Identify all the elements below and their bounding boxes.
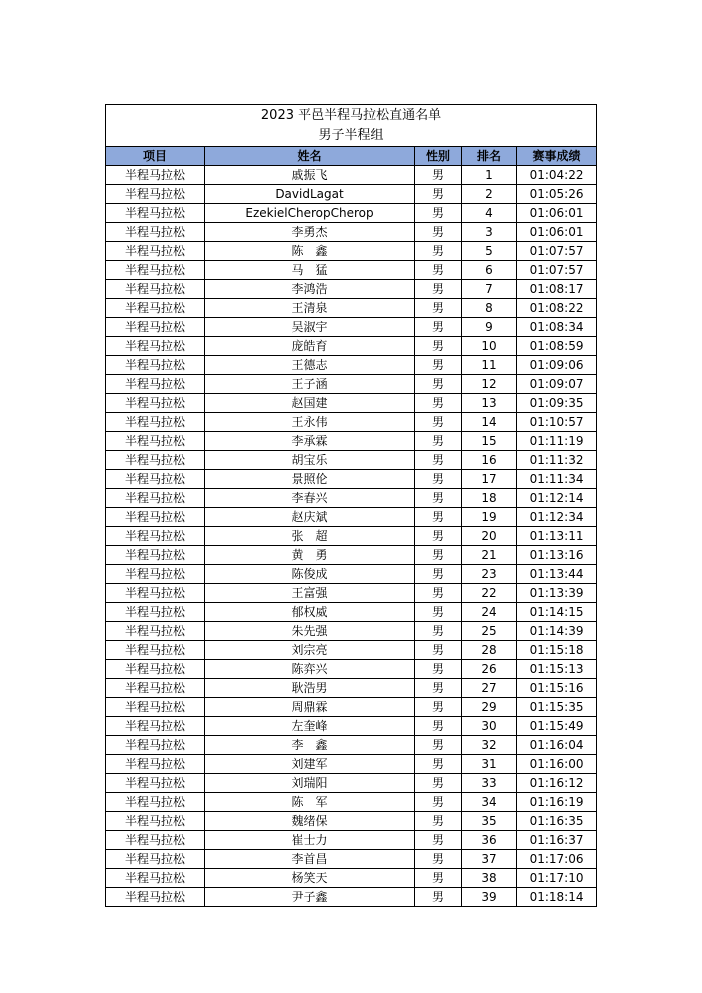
gender-cell: 男 — [415, 565, 462, 584]
rank-cell: 26 — [462, 660, 517, 679]
name-cell: 李承霖 — [205, 432, 415, 451]
table-row — [106, 318, 597, 337]
result-cell: 01:13:16 — [517, 546, 597, 565]
table-row — [106, 375, 597, 394]
name-cell: 陈弈兴 — [205, 660, 415, 679]
event-cell: 半程马拉松 — [106, 679, 205, 698]
name-cell: 尹子鑫 — [205, 888, 415, 907]
table-row — [106, 204, 597, 223]
result-cell: 01:13:44 — [517, 565, 597, 584]
rank-cell: 15 — [462, 432, 517, 451]
rank-cell: 17 — [462, 470, 517, 489]
event-cell: 半程马拉松 — [106, 565, 205, 584]
event-cell: 半程马拉松 — [106, 489, 205, 508]
gender-cell: 男 — [415, 774, 462, 793]
rank-cell: 18 — [462, 489, 517, 508]
name-cell: 刘建军 — [205, 755, 415, 774]
rank-cell: 19 — [462, 508, 517, 527]
gender-cell: 男 — [415, 242, 462, 261]
table-row — [106, 223, 597, 242]
name-cell: 魏绪保 — [205, 812, 415, 831]
gender-cell: 男 — [415, 679, 462, 698]
gender-cell: 男 — [415, 622, 462, 641]
name-cell: 杨笑天 — [205, 869, 415, 888]
rank-cell: 32 — [462, 736, 517, 755]
result-cell: 01:13:11 — [517, 527, 597, 546]
gender-cell: 男 — [415, 850, 462, 869]
rank-cell: 24 — [462, 603, 517, 622]
gender-cell: 男 — [415, 470, 462, 489]
result-cell: 01:11:32 — [517, 451, 597, 470]
name-cell: 庞皓育 — [205, 337, 415, 356]
gender-cell: 男 — [415, 280, 462, 299]
table-row — [106, 565, 597, 584]
event-cell: 半程马拉松 — [106, 299, 205, 318]
result-cell: 01:04:22 — [517, 166, 597, 185]
document-title: 2023 平邑半程马拉松直通名单 — [106, 105, 597, 126]
rank-cell: 12 — [462, 375, 517, 394]
result-cell: 01:18:14 — [517, 888, 597, 907]
table-row — [106, 470, 597, 489]
result-cell: 01:12:34 — [517, 508, 597, 527]
table-row — [106, 413, 597, 432]
rank-cell: 30 — [462, 717, 517, 736]
rank-cell: 36 — [462, 831, 517, 850]
event-cell: 半程马拉松 — [106, 204, 205, 223]
rank-cell: 9 — [462, 318, 517, 337]
event-cell: 半程马拉松 — [106, 337, 205, 356]
result-cell: 01:06:01 — [517, 204, 597, 223]
rank-cell: 13 — [462, 394, 517, 413]
name-cell: 刘宗亮 — [205, 641, 415, 660]
name-cell: 陈 军 — [205, 793, 415, 812]
gender-cell: 男 — [415, 546, 462, 565]
column-header-name: 姓名 — [205, 147, 415, 166]
name-cell: 胡宝乐 — [205, 451, 415, 470]
result-cell: 01:15:13 — [517, 660, 597, 679]
result-cell: 01:17:10 — [517, 869, 597, 888]
rank-cell: 27 — [462, 679, 517, 698]
gender-cell: 男 — [415, 318, 462, 337]
gender-cell: 男 — [415, 603, 462, 622]
event-cell: 半程马拉松 — [106, 641, 205, 660]
name-cell: 吴淑宇 — [205, 318, 415, 337]
name-cell: 王子涵 — [205, 375, 415, 394]
rank-cell: 6 — [462, 261, 517, 280]
result-cell: 01:14:15 — [517, 603, 597, 622]
gender-cell: 男 — [415, 698, 462, 717]
event-cell: 半程马拉松 — [106, 375, 205, 394]
rank-cell: 23 — [462, 565, 517, 584]
gender-cell: 男 — [415, 736, 462, 755]
rank-cell: 5 — [462, 242, 517, 261]
results-table-body — [106, 105, 597, 907]
rank-cell: 1 — [462, 166, 517, 185]
gender-cell: 男 — [415, 527, 462, 546]
rank-cell: 11 — [462, 356, 517, 375]
gender-cell: 男 — [415, 166, 462, 185]
result-cell: 01:12:14 — [517, 489, 597, 508]
rank-cell: 7 — [462, 280, 517, 299]
table-row — [106, 299, 597, 318]
gender-cell: 男 — [415, 299, 462, 318]
event-cell: 半程马拉松 — [106, 356, 205, 375]
rank-cell: 33 — [462, 774, 517, 793]
table-row — [106, 755, 597, 774]
result-cell: 01:07:57 — [517, 261, 597, 280]
event-cell: 半程马拉松 — [106, 603, 205, 622]
rank-cell: 21 — [462, 546, 517, 565]
rank-cell: 4 — [462, 204, 517, 223]
event-cell: 半程马拉松 — [106, 261, 205, 280]
gender-cell: 男 — [415, 660, 462, 679]
name-cell: 王清泉 — [205, 299, 415, 318]
rank-cell: 3 — [462, 223, 517, 242]
table-row — [106, 451, 597, 470]
result-cell: 01:13:39 — [517, 584, 597, 603]
rank-cell: 14 — [462, 413, 517, 432]
result-cell: 01:16:37 — [517, 831, 597, 850]
result-cell: 01:16:19 — [517, 793, 597, 812]
column-header-event: 项目 — [106, 147, 205, 166]
event-cell: 半程马拉松 — [106, 774, 205, 793]
table-row — [106, 622, 597, 641]
table-row — [106, 432, 597, 451]
table-row — [106, 774, 597, 793]
name-cell: DavidLagat — [205, 185, 415, 204]
result-cell: 01:15:16 — [517, 679, 597, 698]
event-cell: 半程马拉松 — [106, 508, 205, 527]
name-cell: 张 超 — [205, 527, 415, 546]
rank-cell: 29 — [462, 698, 517, 717]
gender-cell: 男 — [415, 793, 462, 812]
event-cell: 半程马拉松 — [106, 717, 205, 736]
gender-cell: 男 — [415, 394, 462, 413]
event-cell: 半程马拉松 — [106, 850, 205, 869]
rank-cell: 25 — [462, 622, 517, 641]
gender-cell: 男 — [415, 489, 462, 508]
name-cell: 王德志 — [205, 356, 415, 375]
event-cell: 半程马拉松 — [106, 622, 205, 641]
rank-cell: 2 — [462, 185, 517, 204]
result-cell: 01:15:18 — [517, 641, 597, 660]
event-cell: 半程马拉松 — [106, 831, 205, 850]
rank-cell: 38 — [462, 869, 517, 888]
result-cell: 01:09:07 — [517, 375, 597, 394]
table-row — [106, 584, 597, 603]
name-cell: 郁权威 — [205, 603, 415, 622]
name-cell: EzekielCheropCherop — [205, 204, 415, 223]
subtitle-row — [106, 125, 597, 147]
event-cell: 半程马拉松 — [106, 451, 205, 470]
gender-cell: 男 — [415, 185, 462, 204]
rank-cell: 35 — [462, 812, 517, 831]
gender-cell: 男 — [415, 223, 462, 242]
result-cell: 01:07:57 — [517, 242, 597, 261]
table-row — [106, 356, 597, 375]
gender-cell: 男 — [415, 261, 462, 280]
event-cell: 半程马拉松 — [106, 527, 205, 546]
table-row — [106, 527, 597, 546]
rank-cell: 37 — [462, 850, 517, 869]
rank-cell: 39 — [462, 888, 517, 907]
result-cell: 01:11:34 — [517, 470, 597, 489]
result-cell: 01:09:06 — [517, 356, 597, 375]
gender-cell: 男 — [415, 413, 462, 432]
name-cell: 王永伟 — [205, 413, 415, 432]
event-cell: 半程马拉松 — [106, 888, 205, 907]
name-cell: 戚振飞 — [205, 166, 415, 185]
result-cell: 01:06:01 — [517, 223, 597, 242]
name-cell: 马 猛 — [205, 261, 415, 280]
table-row — [106, 736, 597, 755]
gender-cell: 男 — [415, 356, 462, 375]
name-cell: 陈俊成 — [205, 565, 415, 584]
name-cell: 左奎峰 — [205, 717, 415, 736]
event-cell: 半程马拉松 — [106, 166, 205, 185]
name-cell: 李鸿浩 — [205, 280, 415, 299]
event-cell: 半程马拉松 — [106, 318, 205, 337]
event-cell: 半程马拉松 — [106, 546, 205, 565]
header-row — [106, 147, 597, 166]
rank-cell: 8 — [462, 299, 517, 318]
rank-cell: 20 — [462, 527, 517, 546]
gender-cell: 男 — [415, 584, 462, 603]
result-cell: 01:16:00 — [517, 755, 597, 774]
event-cell: 半程马拉松 — [106, 280, 205, 299]
gender-cell: 男 — [415, 375, 462, 394]
table-row — [106, 546, 597, 565]
gender-cell: 男 — [415, 451, 462, 470]
event-cell: 半程马拉松 — [106, 736, 205, 755]
column-header-gender: 性别 — [415, 147, 462, 166]
table-row — [106, 280, 597, 299]
name-cell: 崔士力 — [205, 831, 415, 850]
result-cell: 01:05:26 — [517, 185, 597, 204]
table-row — [106, 166, 597, 185]
title-row — [106, 105, 597, 126]
event-cell: 半程马拉松 — [106, 432, 205, 451]
result-cell: 01:15:49 — [517, 717, 597, 736]
event-cell: 半程马拉松 — [106, 413, 205, 432]
rank-cell: 16 — [462, 451, 517, 470]
rank-cell: 22 — [462, 584, 517, 603]
event-cell: 半程马拉松 — [106, 185, 205, 204]
name-cell: 黄 勇 — [205, 546, 415, 565]
rank-cell: 31 — [462, 755, 517, 774]
table-row — [106, 489, 597, 508]
result-cell: 01:14:39 — [517, 622, 597, 641]
table-row — [106, 242, 597, 261]
column-header-rank: 排名 — [462, 147, 517, 166]
name-cell: 李勇杰 — [205, 223, 415, 242]
name-cell: 李 鑫 — [205, 736, 415, 755]
name-cell: 刘瑞阳 — [205, 774, 415, 793]
table-row — [106, 831, 597, 850]
table-row — [106, 603, 597, 622]
event-cell: 半程马拉松 — [106, 223, 205, 242]
gender-cell: 男 — [415, 508, 462, 527]
result-cell: 01:17:06 — [517, 850, 597, 869]
event-cell: 半程马拉松 — [106, 869, 205, 888]
gender-cell: 男 — [415, 755, 462, 774]
name-cell: 陈 鑫 — [205, 242, 415, 261]
table-row — [106, 394, 597, 413]
gender-cell: 男 — [415, 869, 462, 888]
gender-cell: 男 — [415, 888, 462, 907]
event-cell: 半程马拉松 — [106, 394, 205, 413]
name-cell: 周鼎霖 — [205, 698, 415, 717]
table-row — [106, 660, 597, 679]
table-row — [106, 888, 597, 907]
event-cell: 半程马拉松 — [106, 660, 205, 679]
table-row — [106, 717, 597, 736]
name-cell: 赵国建 — [205, 394, 415, 413]
event-cell: 半程马拉松 — [106, 584, 205, 603]
table-row — [106, 337, 597, 356]
result-cell: 01:09:35 — [517, 394, 597, 413]
table-row — [106, 679, 597, 698]
name-cell: 李春兴 — [205, 489, 415, 508]
name-cell: 耿浩男 — [205, 679, 415, 698]
gender-cell: 男 — [415, 812, 462, 831]
event-cell: 半程马拉松 — [106, 812, 205, 831]
result-cell: 01:11:19 — [517, 432, 597, 451]
gender-cell: 男 — [415, 641, 462, 660]
column-header-result: 赛事成绩 — [517, 147, 597, 166]
name-cell: 王富强 — [205, 584, 415, 603]
result-cell: 01:16:04 — [517, 736, 597, 755]
table-row — [106, 508, 597, 527]
gender-cell: 男 — [415, 717, 462, 736]
event-cell: 半程马拉松 — [106, 755, 205, 774]
rank-cell: 34 — [462, 793, 517, 812]
result-cell: 01:16:35 — [517, 812, 597, 831]
event-cell: 半程马拉松 — [106, 698, 205, 717]
event-cell: 半程马拉松 — [106, 793, 205, 812]
table-row — [106, 793, 597, 812]
result-cell: 01:15:35 — [517, 698, 597, 717]
gender-cell: 男 — [415, 831, 462, 850]
gender-cell: 男 — [415, 432, 462, 451]
name-cell: 朱先强 — [205, 622, 415, 641]
result-cell: 01:10:57 — [517, 413, 597, 432]
name-cell: 景照伦 — [205, 470, 415, 489]
event-cell: 半程马拉松 — [106, 242, 205, 261]
table-row — [106, 185, 597, 204]
table-row — [106, 641, 597, 660]
rank-cell: 28 — [462, 641, 517, 660]
table-row — [106, 812, 597, 831]
name-cell: 赵庆斌 — [205, 508, 415, 527]
table-row — [106, 261, 597, 280]
table-row — [106, 698, 597, 717]
gender-cell: 男 — [415, 204, 462, 223]
result-cell: 01:08:22 — [517, 299, 597, 318]
name-cell: 李首昌 — [205, 850, 415, 869]
gender-cell: 男 — [415, 337, 462, 356]
result-cell: 01:16:12 — [517, 774, 597, 793]
rank-cell: 10 — [462, 337, 517, 356]
document-subtitle: 男子半程组 — [106, 125, 597, 147]
result-cell: 01:08:59 — [517, 337, 597, 356]
results-table — [105, 104, 597, 907]
table-row — [106, 869, 597, 888]
result-cell: 01:08:17 — [517, 280, 597, 299]
event-cell: 半程马拉松 — [106, 470, 205, 489]
table-row — [106, 850, 597, 869]
result-cell: 01:08:34 — [517, 318, 597, 337]
